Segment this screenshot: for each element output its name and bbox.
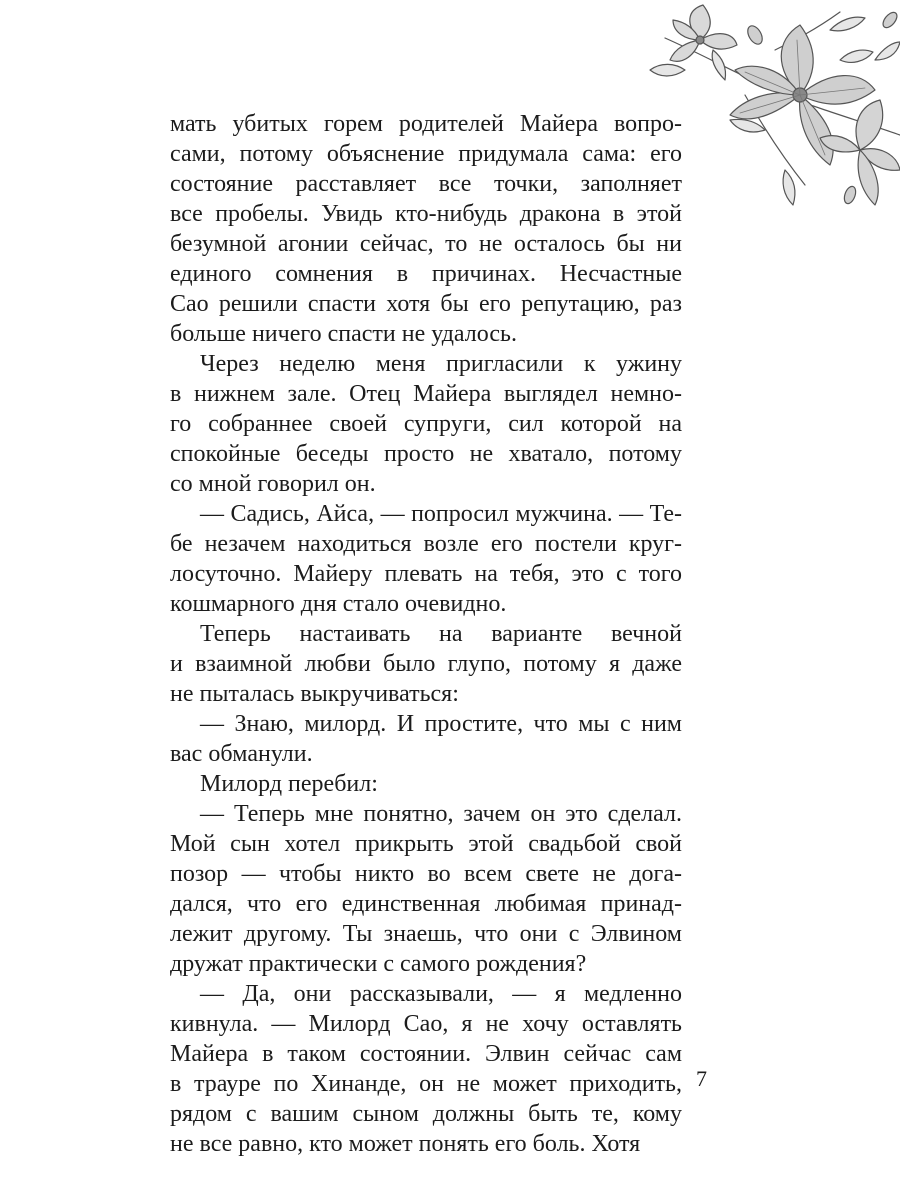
text-line: единого сомнения в причинах. Несчастные: [170, 261, 682, 287]
body-text: [170, 109, 682, 1159]
text-line: — Садись, Айса, — попросил мужчина. — Те-: [200, 501, 682, 527]
text-line: вас обманули.: [170, 741, 313, 767]
text-line: — Да, они рассказывали, — я медленно: [200, 981, 682, 1007]
text-line: не все равно, кто может понять его боль. Хотя: [170, 1131, 641, 1157]
text-line: дружат практически с самого рождения?: [170, 951, 587, 977]
paragraph: [170, 619, 682, 709]
text-line: Майера в таком состоянии. Элвин сейчас сам: [170, 1041, 682, 1067]
text-line: в нижнем зале. Отец Майера выглядел немно-: [170, 381, 682, 407]
text-line: и взаимной любви было глупо, потому я даже: [170, 651, 682, 677]
text-line: мать убитых горем родителей Майера вопро-: [170, 111, 682, 137]
paragraph: [170, 979, 682, 1159]
text-line: безумной агонии сейчас, то не осталось бы ни: [170, 231, 682, 257]
paragraph: [170, 709, 682, 769]
text-line: сами, потому объяснение придумала сама: его: [170, 141, 682, 167]
text-line: состояние расставляет все точки, заполняет: [170, 171, 682, 197]
text-line: Через неделю меня пригласили к ужину: [200, 351, 682, 377]
text-line: Теперь настаивать на варианте вечной: [200, 621, 682, 647]
text-line: Сао решили спасти хотя бы его репутацию, раз: [170, 291, 682, 317]
text-line: со мной говорил он.: [170, 471, 376, 497]
text-line: не пыталась выкручиваться:: [170, 681, 459, 707]
paragraph: [170, 769, 682, 799]
paragraph: [170, 349, 682, 499]
page-number: 7: [696, 1066, 707, 1091]
text-line: лосуточно. Майеру плевать на тебя, это с того: [170, 561, 682, 587]
text-line: спокойные беседы просто не хватало, потому: [170, 441, 682, 467]
text-line: позор — чтобы никто во всем свете не дога-: [170, 861, 682, 887]
text-line: больше ничего спасти не удалось.: [170, 321, 517, 347]
text-line: Мой сын хотел прикрыть этой свадьбой свой: [170, 831, 682, 857]
text-line: — Знаю, милорд. И простите, что мы с ним: [200, 711, 682, 737]
text-line: кошмарного дня стало очевидно.: [170, 591, 507, 617]
text-line: кивнула. — Милорд Сао, я не хочу оставлять: [170, 1011, 682, 1037]
text-line: — Теперь мне понятно, зачем он это сделал.: [200, 801, 682, 827]
text-line: Милорд перебил:: [200, 771, 378, 797]
text-line: дался, что его единственная любимая принад-: [170, 891, 682, 917]
text-line: бе незачем находиться возле его постели круг-: [170, 531, 682, 557]
text-line: рядом с вашим сыном должны быть те, кому: [170, 1101, 682, 1127]
text-line: в трауре по Хинанде, он не может приходить,: [170, 1071, 682, 1097]
paragraph: [170, 109, 682, 349]
text-line: лежит другому. Ты знаешь, что они с Элвином: [170, 921, 682, 947]
paragraph: [170, 499, 682, 619]
text-line: го собраннее своей супруги, сил которой на: [170, 411, 682, 437]
text-line: все пробелы. Увидь кто-нибудь дракона в этой: [170, 201, 682, 227]
paragraph: [170, 799, 682, 979]
